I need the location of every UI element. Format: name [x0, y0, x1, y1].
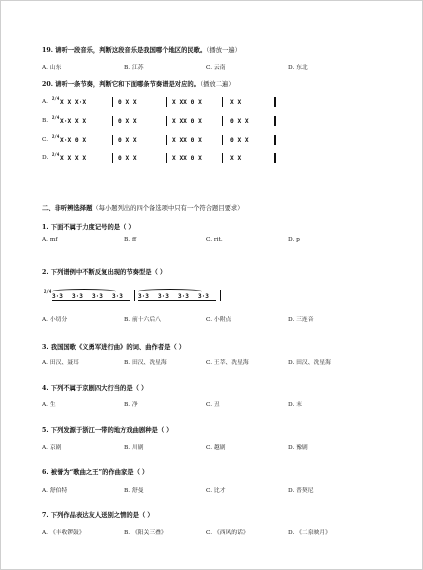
option-b[interactable]: B. 田汉、冼星海 [124, 360, 167, 366]
option-d[interactable]: D. 豫剧 [288, 445, 308, 451]
question-3-options [42, 357, 382, 366]
option-b[interactable]: B. 前十六后八 [124, 317, 161, 323]
barline [222, 153, 223, 163]
question-6-stem: 6. 被誉为“歌曲之王”的作曲家是（ ） [42, 469, 149, 476]
rhythm-row-a[interactable]: A. 2/4 X X X·X 0 X X X XX 0 X X X [42, 97, 292, 108]
question-2-options [42, 314, 382, 323]
option-d[interactable]: D. 田汉、冼星海 [288, 360, 331, 366]
option-d[interactable]: D. 东北 [288, 65, 308, 71]
rhythm-row-d[interactable]: D. 2/4 X X X X 0 X X X XX 0 X X X [42, 153, 292, 164]
final-barline [274, 116, 276, 126]
option-a[interactable]: A. 京剧 [42, 445, 62, 451]
option-d[interactable]: D. p [288, 237, 300, 243]
final-barline [274, 153, 276, 163]
question-5-stem: 5. 下列发源于浙江一带的地方戏曲剧种是（ ） [42, 427, 173, 434]
option-c[interactable]: C. 《西风的话》 [206, 530, 249, 536]
final-barline [274, 135, 276, 145]
question-7-options [42, 527, 382, 536]
beam [52, 300, 130, 301]
barline [222, 97, 223, 107]
final-barline [274, 97, 276, 107]
barline [220, 290, 221, 301]
question-5-options [42, 442, 382, 451]
option-c[interactable]: C. 王莘、冼星海 [206, 360, 249, 366]
barline [222, 135, 223, 145]
barline [166, 116, 167, 126]
rhythm-row-c[interactable]: C. 2/4 X·X 0 X 0 X X X XX 0 X 0 X X [42, 135, 292, 146]
barline [134, 290, 135, 301]
option-a[interactable]: A. mf [42, 237, 58, 243]
option-a[interactable]: A. 山东 [42, 65, 62, 71]
barline [112, 97, 113, 107]
option-a[interactable]: A. 小切分 [42, 317, 68, 323]
question-19-stem: 19. 请听一段音乐，判断这段音乐是我国哪个地区的民歌。（播放一遍） [42, 47, 241, 54]
option-d[interactable]: D. 《二泉映月》 [288, 530, 331, 536]
barline [166, 153, 167, 163]
question-6-options [42, 485, 382, 494]
option-b[interactable]: B. 舒曼 [124, 488, 144, 494]
option-a[interactable]: A. 《丰收锣鼓》 [42, 530, 85, 536]
barline [112, 135, 113, 145]
question-2-stem: 2. 下列谱例中不断反复出现的节奏型是（ ） [42, 269, 167, 276]
question-3-stem: 3. 我国国歌《义勇军进行曲》的词、曲作者是（ ） [42, 344, 186, 351]
barline [166, 97, 167, 107]
barline [112, 153, 113, 163]
barline [222, 116, 223, 126]
question-20-stem: 20. 请听一条节奏，判断它和下面哪条节奏谱是对应的。（播放二遍） [42, 81, 235, 88]
beam [138, 300, 216, 301]
option-c[interactable]: C. 比才 [206, 488, 226, 494]
option-b[interactable]: B. 《阳关三叠》 [124, 530, 167, 536]
question-4-options [42, 399, 382, 408]
option-c[interactable]: C. 小附点 [206, 317, 232, 323]
question-4-stem: 4. 下列不属于京剧四大行当的是（ ） [42, 385, 148, 392]
question-1-options [42, 237, 382, 246]
option-a[interactable]: A. 舒伯特 [42, 488, 68, 494]
option-b[interactable]: B. ff [124, 237, 137, 243]
option-a[interactable]: A. 田汉、聂耳 [42, 360, 79, 366]
question-19-options [42, 62, 382, 71]
option-c[interactable]: C. rit. [206, 237, 223, 243]
option-c[interactable]: C. 云南 [206, 65, 226, 71]
time-signature: 2/4 [44, 289, 52, 294]
question-7-stem: 7. 下列作品表达友人送别之情的是（ ） [42, 512, 154, 519]
question-1-stem: 1. 下面不属于力度记号的是（ ） [42, 224, 135, 231]
time-signature: 2/4 [52, 134, 60, 139]
option-d[interactable]: D. 普契尼 [288, 488, 314, 494]
option-d[interactable]: D. 三连音 [288, 317, 314, 323]
rhythm-row-b[interactable]: B. 2/4 X·X X X 0 X X X XX 0 X 0 X X [42, 116, 292, 127]
time-signature: 2/4 [52, 152, 60, 157]
option-b[interactable]: B. 江苏 [124, 65, 144, 71]
option-c[interactable]: C. 越剧 [206, 445, 226, 451]
section-heading: 二、非听辨选择题（每小题列出的四个备选项中只有一个符合题目要求） [42, 205, 244, 212]
barline [166, 135, 167, 145]
music-excerpt: 2/4 3·3 3·3 3·3 3·3 3·3 3·3 3·3 3·3 [42, 287, 242, 303]
option-b[interactable]: B. 川剧 [124, 445, 144, 451]
option-d[interactable]: D. 末 [288, 402, 302, 408]
option-c[interactable]: C. 丑 [206, 402, 220, 408]
time-signature: 2/4 [52, 115, 60, 120]
time-signature: 2/4 [52, 96, 60, 101]
option-b[interactable]: B. 净 [124, 402, 138, 408]
barline [112, 116, 113, 126]
option-a[interactable]: A. 生 [42, 402, 56, 408]
